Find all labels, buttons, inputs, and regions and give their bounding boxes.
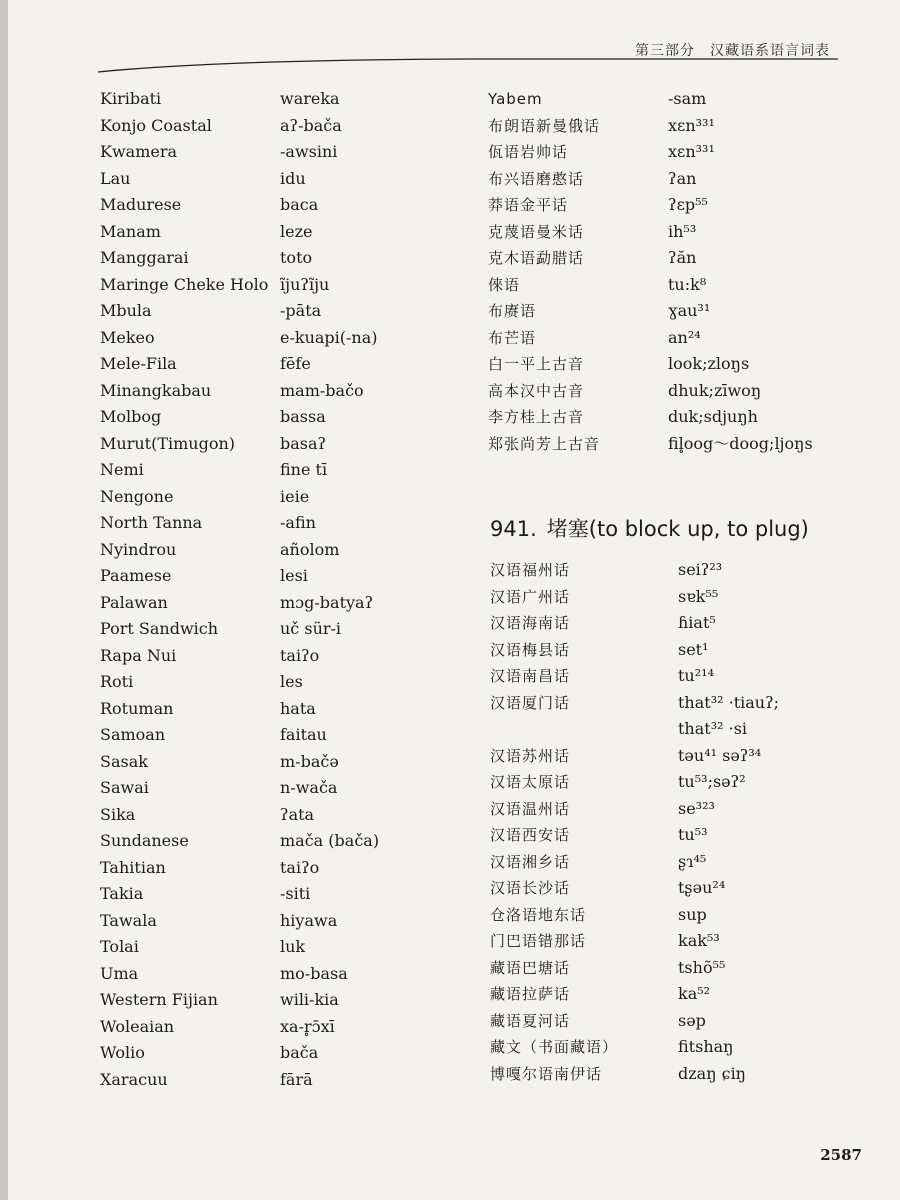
word-form: xa-r̥ɔ̄xī <box>280 1016 335 1036</box>
word-entry-row <box>100 113 400 140</box>
language-name: 汉语长沙话 <box>490 879 571 897</box>
word-entry-row <box>100 590 400 617</box>
word-entry-row <box>488 431 848 458</box>
language-name: 布朗语新曼俄话 <box>488 116 601 135</box>
running-header: 第三部分 汉藏语系语言词表 <box>635 43 830 59</box>
language-name: Kiribati <box>100 89 162 108</box>
language-name: Manam <box>100 221 161 241</box>
word-form: -afin <box>280 513 316 532</box>
word-entry-row <box>490 716 850 743</box>
word-form: ʔăn <box>668 248 697 267</box>
language-name: 汉语海南话 <box>490 614 571 632</box>
word-form: añolom <box>280 539 340 559</box>
word-form: ka⁵² <box>678 984 711 1003</box>
word-entry-row <box>100 961 400 988</box>
language-name: 汉语福州话 <box>490 561 571 579</box>
word-entry-row <box>100 86 400 113</box>
word-form: ih⁵³ <box>668 221 697 241</box>
language-name: Sawai <box>100 778 149 797</box>
word-form: dzaŋ ɕiŋ <box>678 1063 746 1083</box>
word-form: seiʔ²³ <box>678 560 723 579</box>
language-name: 博嘎尔语南伊话 <box>490 1064 603 1083</box>
left-column <box>100 86 400 1093</box>
language-name: Takia <box>100 884 144 903</box>
word-form: təu⁴¹ səʔ³⁴ <box>678 745 762 765</box>
language-name: North Tanna <box>100 513 203 532</box>
word-form: mača (bača) <box>280 831 380 850</box>
word-form: m-bačə <box>280 751 339 771</box>
language-name: 藏语巴塘话 <box>490 958 571 977</box>
word-form: tu⁵³ <box>678 825 708 844</box>
word-form: tshõ⁵⁵ <box>678 957 726 977</box>
word-form: bača <box>280 1043 319 1062</box>
language-name: Rotuman <box>100 698 174 718</box>
word-form: taiʔo <box>280 645 320 665</box>
language-name: 郑张尚芳上古音 <box>488 434 601 453</box>
word-entry-row <box>488 298 848 325</box>
page-number: 2587 <box>820 1146 862 1164</box>
word-entry-row <box>490 663 850 690</box>
word-entry-row <box>488 166 848 193</box>
language-name: Kwamera <box>100 142 178 161</box>
word-entry-row <box>100 166 400 193</box>
language-name: 汉语太原话 <box>490 773 571 791</box>
word-entry-row <box>100 1067 400 1094</box>
word-form: fil̥oog～doog;ljoŋs <box>668 433 813 453</box>
word-entry-row <box>490 902 850 929</box>
language-name: Madurese <box>100 195 182 214</box>
language-name: Rapa Nui <box>100 645 177 665</box>
language-name: 布赓语 <box>488 302 537 320</box>
language-name: Lau <box>100 168 131 188</box>
word-entry-row <box>490 584 850 611</box>
word-form: xɛn³³¹ <box>668 115 715 135</box>
word-entry-row <box>100 616 400 643</box>
word-form: se³²³ <box>678 798 715 818</box>
word-entry-row <box>490 1008 850 1035</box>
language-name: Roti <box>100 672 134 691</box>
word-form: fārā <box>280 1069 313 1089</box>
header-rule <box>98 58 838 84</box>
language-name: Tahitian <box>100 857 166 877</box>
language-name: 汉语苏州话 <box>490 746 571 765</box>
word-entry-row <box>488 113 848 140</box>
word-form: e-kuapi(-na) <box>280 327 378 347</box>
language-name: 汉语厦门话 <box>490 693 571 712</box>
word-entry-row <box>488 192 848 219</box>
word-form: les <box>280 672 303 691</box>
language-name: Mbula <box>100 301 152 320</box>
word-entry-row <box>100 881 400 908</box>
entry-number: 941. <box>490 517 537 541</box>
word-entry-row <box>488 272 848 299</box>
word-entry-row <box>100 908 400 935</box>
word-entry-row <box>490 875 850 902</box>
language-name: 门巴语错那话 <box>490 932 587 950</box>
word-form: ĩjuʔĩju <box>280 274 330 294</box>
word-entry-row <box>100 1014 400 1041</box>
language-name: 汉语湘乡话 <box>490 852 571 871</box>
language-name: Sasak <box>100 751 148 771</box>
word-form: -siti <box>280 884 311 903</box>
word-form: -pāta <box>280 301 322 320</box>
word-entry-row <box>490 1061 850 1088</box>
language-name: Murut(Timugon) <box>100 433 235 453</box>
word-form: bassa <box>280 407 326 426</box>
word-entry-row <box>490 769 850 796</box>
right-column-top <box>488 86 848 457</box>
word-entry-row <box>100 431 400 458</box>
right-column-bottom <box>490 557 850 1087</box>
word-form: mɔg-batyaʔ <box>280 592 374 612</box>
entry-heading <box>490 513 809 543</box>
word-form: dhuk;zīwoŋ <box>668 380 762 400</box>
word-form: look;zloŋs <box>668 354 750 373</box>
language-name: 仓洛语地东话 <box>490 905 587 924</box>
word-form: -sam <box>668 89 707 108</box>
word-form: mam-bačo <box>280 380 364 400</box>
word-form: set¹ <box>678 639 709 659</box>
word-entry-row <box>100 245 400 272</box>
word-form: mo-basa <box>280 963 348 983</box>
word-entry-row <box>100 934 400 961</box>
word-form: fēfe <box>280 354 311 373</box>
word-form: leze <box>280 221 313 241</box>
word-form: toto <box>280 248 313 267</box>
word-form: sup <box>678 904 707 924</box>
word-form: hiyawa <box>280 910 338 930</box>
entry-title: 堵塞(to block up, to plug) <box>546 517 809 541</box>
word-entry-row <box>490 690 850 717</box>
word-form: ieie <box>280 486 310 506</box>
word-form: taiʔo <box>280 857 320 877</box>
word-entry-row <box>488 351 848 378</box>
word-entry-row <box>100 563 400 590</box>
word-entry-row <box>100 828 400 855</box>
word-entry-row <box>100 457 400 484</box>
word-form: səp <box>678 1010 706 1030</box>
word-entry-row <box>100 219 400 246</box>
word-form: n-wača <box>280 778 338 797</box>
word-form: ʔata <box>280 804 315 824</box>
word-entry-row <box>100 537 400 564</box>
language-name: Samoan <box>100 725 166 744</box>
language-name: Port Sandwich <box>100 619 219 638</box>
word-form: aʔ-bača <box>280 115 342 135</box>
word-entry-row <box>488 404 848 431</box>
language-name: 汉语温州话 <box>490 799 571 818</box>
word-entry-row <box>100 139 400 166</box>
word-entry-row <box>100 775 400 802</box>
language-name: Wolio <box>100 1043 145 1062</box>
word-form: baca <box>280 195 319 214</box>
word-entry-row <box>100 510 400 537</box>
word-entry-row <box>100 669 400 696</box>
language-name: 藏文（书面藏语） <box>490 1038 619 1056</box>
language-name: 克木语勐腊话 <box>488 249 585 267</box>
language-name: Xaracuu <box>100 1069 168 1089</box>
word-entry-row <box>490 637 850 664</box>
word-entry-row <box>488 378 848 405</box>
word-form: kak⁵³ <box>678 931 720 950</box>
language-name: Mekeo <box>100 327 155 347</box>
word-entry-row <box>488 245 848 272</box>
language-name: 藏语夏河话 <box>490 1011 571 1030</box>
word-entry-row <box>100 192 400 219</box>
word-entry-row <box>100 1040 400 1067</box>
language-name: 莽语金平话 <box>488 196 569 214</box>
language-name: Molbog <box>100 407 162 426</box>
language-name: Palawan <box>100 592 168 612</box>
language-name: Western Fijian <box>100 990 218 1009</box>
word-entry-row <box>490 822 850 849</box>
word-entry-row <box>100 404 400 431</box>
word-form: -awsini <box>280 142 338 161</box>
word-entry-row <box>100 987 400 1014</box>
word-form: tu⁵³;səʔ² <box>678 772 746 791</box>
language-name: Nyindrou <box>100 539 177 559</box>
word-form: xɛn³³¹ <box>668 142 715 161</box>
word-entry-row <box>488 86 848 113</box>
word-entry-row <box>490 981 850 1008</box>
word-form: faitau <box>280 725 327 744</box>
word-entry-row <box>490 557 850 584</box>
language-name: Paamese <box>100 566 172 585</box>
word-form: hata <box>280 698 316 718</box>
word-entry-row <box>100 802 400 829</box>
language-name: 汉语梅县话 <box>490 640 571 659</box>
language-name: Konjo Coastal <box>100 115 212 135</box>
word-entry-row <box>100 351 400 378</box>
language-name: 汉语南昌话 <box>490 667 571 685</box>
language-name: 汉语广州话 <box>490 587 571 606</box>
word-entry-row <box>100 855 400 882</box>
word-form: basaʔ <box>280 433 327 453</box>
language-name: Nengone <box>100 486 174 506</box>
word-form: that³² ·tiauʔ; <box>678 692 780 712</box>
language-name: 布芒语 <box>488 328 537 347</box>
language-name: Tolai <box>100 937 139 956</box>
language-name: Sundanese <box>100 831 189 850</box>
word-form: wareka <box>280 89 340 108</box>
word-form: idu <box>280 168 306 188</box>
word-form: fitshaŋ <box>678 1037 734 1056</box>
word-form: tʂəu²⁴ <box>678 878 726 897</box>
word-entry-row <box>100 298 400 325</box>
word-form: wili-kia <box>280 990 339 1009</box>
word-form: that³² ·si <box>678 719 748 738</box>
word-entry-row <box>490 928 850 955</box>
word-form: tu:k⁸ <box>668 274 707 294</box>
word-form: duk;sdjuŋh <box>668 407 758 426</box>
word-entry-row <box>100 484 400 511</box>
word-form: an²⁴ <box>668 327 701 347</box>
language-name: Tawala <box>100 910 157 930</box>
language-name: 藏语拉萨话 <box>490 985 571 1003</box>
word-form: ɣau³¹ <box>668 301 711 320</box>
word-entry-row <box>100 643 400 670</box>
word-entry-row <box>100 378 400 405</box>
language-name: Maringe Cheke Holo <box>100 274 269 294</box>
language-name: Manggarai <box>100 248 189 267</box>
language-name: 白一平上古音 <box>488 355 585 373</box>
word-entry-row <box>100 722 400 749</box>
word-entry-row <box>490 743 850 770</box>
word-form: tu²¹⁴ <box>678 666 714 685</box>
word-form: lesi <box>280 566 308 585</box>
word-form: ɦiat⁵ <box>678 613 716 632</box>
language-name: 克蔑语曼米话 <box>488 222 585 241</box>
word-entry-row <box>490 1034 850 1061</box>
language-name: 高本汉中古音 <box>488 381 585 400</box>
language-name: Mele-Fila <box>100 354 177 373</box>
word-entry-row <box>100 272 400 299</box>
word-form: uč sür-i <box>280 619 342 638</box>
language-name: Sika <box>100 804 136 824</box>
word-entry-row <box>100 325 400 352</box>
word-form: fine tī <box>280 460 328 479</box>
word-form: sɐk⁵⁵ <box>678 586 719 606</box>
word-form: ʔan <box>668 168 697 188</box>
word-form: ʂɿ⁴⁵ <box>678 851 707 871</box>
word-entry-row <box>100 696 400 723</box>
word-entry-row <box>488 139 848 166</box>
language-name: Yabem <box>488 90 543 108</box>
page-edge-shadow <box>0 0 8 1200</box>
language-name: Uma <box>100 963 139 983</box>
language-name: 李方桂上古音 <box>488 408 585 426</box>
language-name: 佤语岩帅话 <box>488 143 569 161</box>
word-entry-row <box>488 325 848 352</box>
word-entry-row <box>490 955 850 982</box>
language-name: 汉语西安话 <box>490 826 571 844</box>
language-name: 布兴语磨憨话 <box>488 169 585 188</box>
word-entry-row <box>490 610 850 637</box>
language-name: Nemi <box>100 460 144 479</box>
word-form: ʔɛp⁵⁵ <box>668 195 708 214</box>
language-name: Minangkabau <box>100 380 212 400</box>
word-entry-row <box>490 796 850 823</box>
word-entry-row <box>488 219 848 246</box>
word-form: luk <box>280 937 306 956</box>
word-entry-row <box>100 749 400 776</box>
word-entry-row <box>490 849 850 876</box>
language-name: 倈语 <box>488 275 521 294</box>
language-name: Woleaian <box>100 1016 175 1036</box>
